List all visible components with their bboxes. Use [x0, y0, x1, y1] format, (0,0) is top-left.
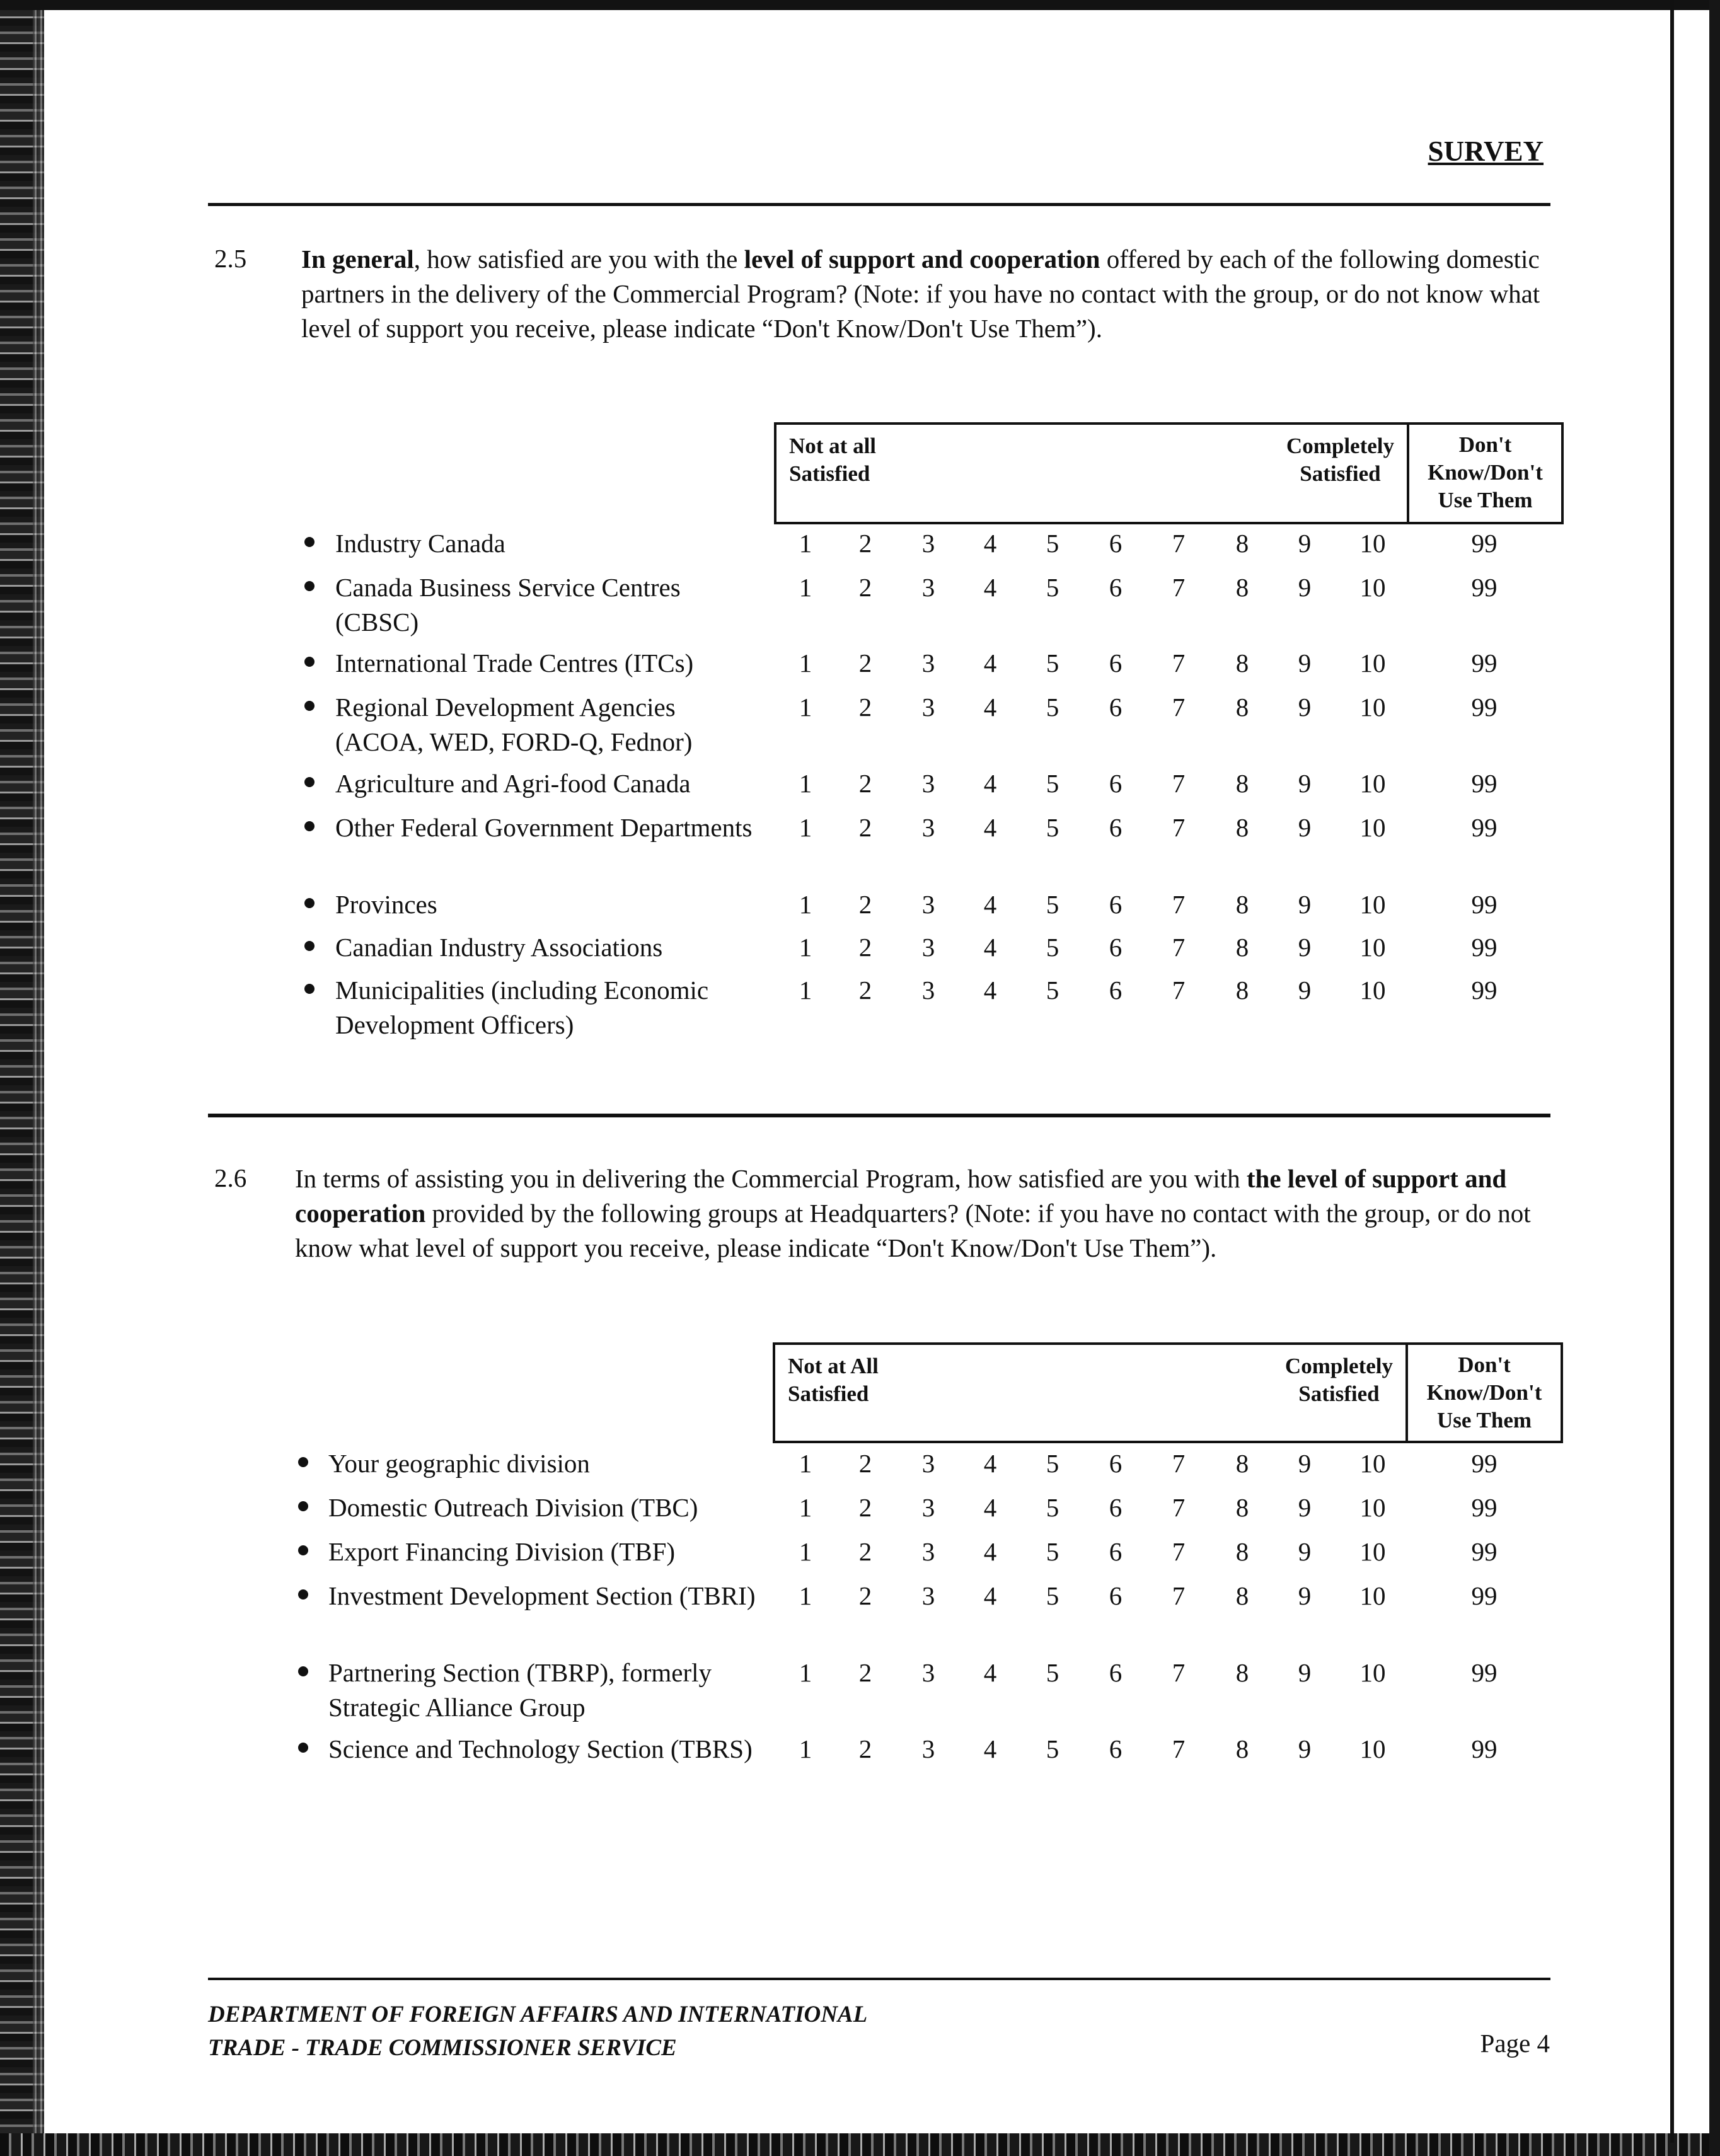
rating-option[interactable]: 2: [858, 693, 872, 722]
dont-know-option[interactable]: 99: [1471, 1658, 1498, 1687]
rating-option[interactable]: 3: [921, 890, 935, 919]
scale-high-line: Satisfied: [1300, 461, 1381, 486]
question-text-part: In terms of assisting you in delivering the Commercial Program, how satisfied are you with: [295, 1164, 1247, 1193]
rating-option[interactable]: 2: [858, 1493, 872, 1522]
rating-option[interactable]: 5: [1046, 1734, 1059, 1763]
rating-option[interactable]: 10: [1359, 1581, 1386, 1610]
rating-option[interactable]: 5: [1046, 693, 1059, 722]
rating-option[interactable]: 10: [1359, 1658, 1386, 1687]
rating-option[interactable]: 8: [1235, 1449, 1249, 1478]
rating-option[interactable]: 9: [1298, 890, 1312, 919]
rating-option[interactable]: 3: [921, 1449, 935, 1478]
rating-option[interactable]: 2: [858, 529, 872, 558]
rating-option[interactable]: 7: [1172, 1449, 1186, 1478]
rating-option[interactable]: 6: [1109, 529, 1123, 558]
rating-option[interactable]: 5: [1046, 933, 1059, 962]
rating-option[interactable]: 1: [799, 1734, 812, 1763]
rating-option[interactable]: 6: [1109, 1581, 1123, 1610]
bullet-icon: [304, 537, 315, 547]
rating-option[interactable]: 5: [1046, 976, 1059, 1005]
rating-option[interactable]: 5: [1046, 813, 1059, 842]
rating-option[interactable]: 10: [1359, 1449, 1386, 1478]
scan-border-bottom: [0, 2133, 1720, 2156]
bullet-icon: [304, 984, 315, 994]
scale-low-line: Not at all: [789, 434, 877, 458]
rating-row: [0, 646, 1720, 684]
question-text-part: the level of support and cooperation: [295, 1164, 1507, 1228]
rating-option[interactable]: 2: [858, 573, 872, 602]
rating-option[interactable]: 6: [1109, 813, 1123, 842]
scale-low-label: [788, 1352, 879, 1408]
dont-know-line: Use Them: [1438, 488, 1533, 512]
item-label: Regional Development Agencies (ACOA, WED, FORD-Q, Fednor): [335, 693, 693, 756]
rating-row: [0, 526, 1720, 564]
scale-low-line: Not at All: [788, 1354, 879, 1378]
rating-option[interactable]: 10: [1359, 976, 1386, 1005]
item-label: Canadian Industry Associations: [335, 933, 663, 962]
rating-option[interactable]: 1: [799, 1537, 812, 1566]
rating-option[interactable]: 8: [1235, 933, 1249, 962]
rating-option[interactable]: 3: [921, 976, 935, 1005]
rating-option[interactable]: 9: [1298, 649, 1312, 677]
rating-option[interactable]: 4: [983, 1537, 997, 1566]
bullet-icon: [304, 581, 315, 591]
rating-option[interactable]: 10: [1359, 813, 1386, 842]
bullet-icon: [304, 657, 315, 667]
rating-row: [0, 887, 1720, 925]
rating-option[interactable]: 9: [1298, 1449, 1312, 1478]
scale-high-line: Satisfied: [1298, 1381, 1380, 1406]
rating-option[interactable]: 9: [1298, 1537, 1312, 1566]
rating-option[interactable]: 4: [983, 976, 997, 1005]
question-text-part: provided by the following groups at Headquarters? (Note: if you have no contact with the group, or do not know what level of support you receive, please indicate “Don't Know/Don't Use Them”).: [295, 1199, 1531, 1262]
rating-option[interactable]: 10: [1359, 1537, 1386, 1566]
bullet-icon: [304, 898, 315, 908]
rating-option[interactable]: 8: [1235, 1581, 1249, 1610]
scale-high-line: Completely: [1284, 1354, 1393, 1378]
rating-option[interactable]: 4: [983, 813, 997, 842]
rating-option[interactable]: 2: [858, 649, 872, 677]
rating-option[interactable]: 4: [983, 769, 997, 798]
item-label: Canada Business Service Centres (CBSC): [335, 573, 681, 637]
rating-option[interactable]: 1: [799, 1581, 812, 1610]
rating-option[interactable]: 6: [1109, 1493, 1123, 1522]
question-text-part: offered by each of the following domestic partners in the delivery of the Commercial Program? (Note: if you have no contact with the group, or do not know what level of support you receive, please indicate “Don't Know/Don't Use Them”).: [301, 245, 1540, 343]
rating-option[interactable]: 10: [1359, 769, 1386, 798]
dont-know-option[interactable]: 99: [1471, 933, 1498, 962]
rating-option[interactable]: 6: [1109, 649, 1123, 677]
rating-option[interactable]: 2: [858, 933, 872, 962]
rating-option[interactable]: 2: [858, 1537, 872, 1566]
rating-option[interactable]: 7: [1172, 529, 1186, 558]
rating-option[interactable]: 2: [858, 976, 872, 1005]
rating-option[interactable]: 8: [1235, 976, 1249, 1005]
rating-option[interactable]: 8: [1235, 1493, 1249, 1522]
rating-option[interactable]: 3: [921, 1581, 935, 1610]
rating-row: [0, 1656, 1720, 1722]
scale-high-label: [1285, 1352, 1393, 1408]
rating-option[interactable]: 8: [1235, 1537, 1249, 1566]
rating-option[interactable]: 7: [1172, 1493, 1186, 1522]
rating-option[interactable]: 8: [1235, 890, 1249, 919]
dont-know-option[interactable]: 99: [1471, 1493, 1498, 1522]
rating-option[interactable]: 4: [983, 1581, 997, 1610]
bullet-icon: [304, 701, 315, 711]
item-label: Science and Technology Section (TBRS): [328, 1734, 753, 1763]
rating-option[interactable]: 6: [1109, 1537, 1123, 1566]
rating-row: [0, 766, 1720, 804]
question-number: 2.6: [214, 1163, 247, 1192]
rating-option[interactable]: 5: [1046, 1581, 1059, 1610]
rating-option[interactable]: 10: [1359, 649, 1386, 677]
rating-option[interactable]: 8: [1235, 693, 1249, 722]
rating-option[interactable]: 7: [1172, 693, 1186, 722]
rating-option[interactable]: 8: [1235, 1658, 1249, 1687]
rating-option[interactable]: 9: [1298, 813, 1312, 842]
rating-option[interactable]: 9: [1298, 573, 1312, 602]
question-text: [301, 242, 1556, 346]
scale-low-line: Satisfied: [789, 461, 870, 486]
page-header-title: SURVEY: [1428, 135, 1544, 167]
rating-option[interactable]: 2: [858, 890, 872, 919]
bullet-icon: [298, 1743, 308, 1753]
rating-option[interactable]: 7: [1172, 1658, 1186, 1687]
dont-know-header: [1407, 422, 1564, 524]
rating-option[interactable]: 3: [921, 769, 935, 798]
rating-option[interactable]: 4: [983, 1493, 997, 1522]
dont-know-option[interactable]: 99: [1471, 693, 1498, 722]
footer-rule: [208, 1978, 1550, 1980]
rating-option[interactable]: 6: [1109, 1734, 1123, 1763]
rating-option[interactable]: 6: [1109, 1658, 1123, 1687]
dont-know-option[interactable]: 99: [1471, 1581, 1498, 1610]
rating-option[interactable]: 1: [799, 890, 812, 919]
rating-option[interactable]: 3: [921, 1734, 935, 1763]
rating-row: [0, 1732, 1720, 1770]
dont-know-option[interactable]: 99: [1471, 813, 1498, 842]
rating-scale-header: [774, 422, 1409, 524]
rating-option[interactable]: 3: [921, 1658, 935, 1687]
rating-option[interactable]: 10: [1359, 1493, 1386, 1522]
rating-option[interactable]: 7: [1172, 890, 1186, 919]
rating-option[interactable]: 3: [921, 933, 935, 962]
rating-option[interactable]: 6: [1109, 693, 1123, 722]
rating-option[interactable]: 1: [799, 933, 812, 962]
rating-scale-header: [773, 1342, 1408, 1443]
rating-option[interactable]: 1: [799, 1493, 812, 1522]
rating-option[interactable]: 1: [799, 769, 812, 798]
rating-option[interactable]: 1: [799, 1449, 812, 1478]
rating-option[interactable]: 6: [1109, 1449, 1123, 1478]
question-text-part: level of support and cooperation: [744, 245, 1100, 274]
rating-option[interactable]: 9: [1298, 769, 1312, 798]
rating-option[interactable]: 3: [921, 573, 935, 602]
rating-option[interactable]: 7: [1172, 769, 1186, 798]
item-label: Export Financing Division (TBF): [328, 1537, 676, 1566]
rating-option[interactable]: 4: [983, 649, 997, 677]
rating-row: [0, 1579, 1720, 1617]
rating-option[interactable]: 3: [921, 813, 935, 842]
rating-option[interactable]: 7: [1172, 573, 1186, 602]
item-label: Other Federal Government Departments: [335, 813, 753, 842]
rating-option[interactable]: 5: [1046, 769, 1059, 798]
rating-option[interactable]: 7: [1172, 813, 1186, 842]
rating-row: [0, 1490, 1720, 1528]
rating-option[interactable]: 2: [858, 769, 872, 798]
rating-option[interactable]: 4: [983, 1658, 997, 1687]
rating-option[interactable]: 3: [921, 649, 935, 677]
rating-option[interactable]: 6: [1109, 933, 1123, 962]
rating-option[interactable]: 1: [799, 976, 812, 1005]
question-number: 2.5: [214, 244, 247, 273]
rating-option[interactable]: 10: [1359, 573, 1386, 602]
item-label: Domestic Outreach Division (TBC): [328, 1493, 698, 1522]
header-rule: [208, 203, 1550, 206]
item-label: Your geographic division: [328, 1449, 590, 1478]
rating-option[interactable]: 8: [1235, 769, 1249, 798]
rating-option[interactable]: 7: [1172, 933, 1186, 962]
rating-option[interactable]: 10: [1359, 933, 1386, 962]
rating-option[interactable]: 7: [1172, 1537, 1186, 1566]
rating-row: [0, 1535, 1720, 1572]
dont-know-option[interactable]: 99: [1471, 573, 1498, 602]
rating-row: [0, 930, 1720, 968]
rating-option[interactable]: 9: [1298, 693, 1312, 722]
item-label: Industry Canada: [335, 529, 505, 558]
rating-option[interactable]: 1: [799, 1658, 812, 1687]
rating-option[interactable]: 2: [858, 1449, 872, 1478]
item-label: Partnering Section (TBRP), formerly Strategic Alliance Group: [328, 1658, 712, 1722]
dont-know-option[interactable]: 99: [1471, 890, 1498, 919]
item-label: Provinces: [335, 890, 437, 919]
rating-option[interactable]: 5: [1046, 1493, 1059, 1522]
rating-option[interactable]: 7: [1172, 1581, 1186, 1610]
rating-option[interactable]: 5: [1046, 1449, 1059, 1478]
item-label: International Trade Centres (ITCs): [335, 649, 694, 677]
rating-row: [0, 973, 1720, 1039]
rating-option[interactable]: 3: [921, 693, 935, 722]
rating-option[interactable]: 9: [1298, 976, 1312, 1005]
dont-know-option[interactable]: 99: [1471, 1734, 1498, 1763]
rating-option[interactable]: 6: [1109, 769, 1123, 798]
item-label: Investment Development Section (TBRI): [328, 1581, 756, 1610]
rating-option[interactable]: 9: [1298, 1581, 1312, 1610]
scale-low-label: [789, 432, 876, 488]
rating-option[interactable]: 2: [858, 1581, 872, 1610]
rating-option[interactable]: 3: [921, 1493, 935, 1522]
rating-row: [0, 690, 1720, 756]
rating-option[interactable]: 4: [983, 529, 997, 558]
question-text-part: In general: [301, 245, 414, 274]
rating-option[interactable]: 4: [983, 933, 997, 962]
bullet-icon: [304, 821, 315, 831]
rating-option[interactable]: 10: [1359, 890, 1386, 919]
dont-know-line: Don't: [1458, 432, 1512, 457]
rating-option[interactable]: 1: [799, 693, 812, 722]
item-label: Agriculture and Agri-food Canada: [335, 769, 691, 798]
bullet-icon: [304, 777, 315, 787]
scale-high-line: Completely: [1286, 434, 1394, 458]
rating-row: [0, 810, 1720, 848]
section-rule: [208, 1114, 1550, 1117]
rating-option[interactable]: 5: [1046, 1537, 1059, 1566]
rating-option[interactable]: 8: [1235, 573, 1249, 602]
rating-option[interactable]: 8: [1235, 1734, 1249, 1763]
rating-option[interactable]: 1: [799, 813, 812, 842]
rating-row: [0, 570, 1720, 637]
rating-row: [0, 1446, 1720, 1484]
dont-know-header: [1405, 1342, 1563, 1443]
dont-know-line: Don't: [1458, 1352, 1511, 1377]
rating-option[interactable]: 3: [921, 1537, 935, 1566]
rating-option[interactable]: 7: [1172, 649, 1186, 677]
rating-option[interactable]: 4: [983, 1734, 997, 1763]
rating-option[interactable]: 7: [1172, 976, 1186, 1005]
footer-department-line: TRADE - TRADE COMMISSIONER SERVICE: [208, 2035, 677, 2061]
rating-option[interactable]: 6: [1109, 573, 1123, 602]
scan-border-top: [0, 0, 1720, 10]
rating-option[interactable]: 1: [799, 649, 812, 677]
rating-option[interactable]: 2: [858, 1734, 872, 1763]
bullet-icon: [298, 1457, 308, 1467]
rating-option[interactable]: 3: [921, 529, 935, 558]
footer-department: [208, 1998, 867, 2065]
bullet-icon: [298, 1545, 308, 1555]
bullet-icon: [298, 1666, 308, 1676]
page-number: Page 4: [1480, 2029, 1550, 2058]
question-text: [295, 1162, 1549, 1265]
dont-know-option[interactable]: 99: [1471, 976, 1498, 1005]
rating-option[interactable]: 4: [983, 1449, 997, 1478]
bullet-icon: [298, 1501, 308, 1511]
dont-know-line: Know/Don't: [1428, 460, 1543, 485]
rating-option[interactable]: 1: [799, 529, 812, 558]
scan-border-right-line: [1670, 0, 1674, 2143]
scan-border-left: [0, 0, 44, 2156]
dont-know-option[interactable]: 99: [1471, 769, 1498, 798]
rating-option[interactable]: 9: [1298, 1658, 1312, 1687]
rating-option[interactable]: 7: [1172, 1734, 1186, 1763]
rating-option[interactable]: 8: [1235, 529, 1249, 558]
rating-option[interactable]: 5: [1046, 1658, 1059, 1687]
rating-option[interactable]: 1: [799, 573, 812, 602]
dont-know-option[interactable]: 99: [1471, 1537, 1498, 1566]
scale-low-line: Satisfied: [788, 1381, 869, 1406]
bullet-icon: [298, 1589, 308, 1600]
rating-option[interactable]: 6: [1109, 890, 1123, 919]
dont-know-line: Know/Don't: [1426, 1380, 1542, 1405]
footer-department-line: DEPARTMENT OF FOREIGN AFFAIRS AND INTERNATIONAL: [208, 2002, 868, 2027]
bullet-icon: [304, 941, 315, 951]
question-text-part: , how satisfied are you with the: [413, 245, 744, 274]
rating-option[interactable]: 5: [1046, 649, 1059, 677]
rating-option[interactable]: 2: [858, 1658, 872, 1687]
rating-option[interactable]: 8: [1235, 813, 1249, 842]
rating-option[interactable]: 2: [858, 813, 872, 842]
rating-option[interactable]: 4: [983, 890, 997, 919]
rating-option[interactable]: 9: [1298, 933, 1312, 962]
rating-option[interactable]: 4: [983, 573, 997, 602]
rating-option[interactable]: 9: [1298, 529, 1312, 558]
rating-option[interactable]: 9: [1298, 1493, 1312, 1522]
rating-option[interactable]: 6: [1109, 976, 1123, 1005]
rating-option[interactable]: 5: [1046, 573, 1059, 602]
rating-option[interactable]: 10: [1359, 1734, 1386, 1763]
dont-know-option[interactable]: 99: [1471, 529, 1498, 558]
dont-know-option[interactable]: 99: [1471, 649, 1498, 677]
scan-border-right: [1709, 0, 1720, 2156]
rating-option[interactable]: 5: [1046, 529, 1059, 558]
dont-know-option[interactable]: 99: [1471, 1449, 1498, 1478]
scale-high-label: [1286, 432, 1394, 488]
rating-option[interactable]: 10: [1359, 529, 1386, 558]
dont-know-line: Use Them: [1436, 1408, 1532, 1433]
rating-option[interactable]: 9: [1298, 1734, 1312, 1763]
item-label: Municipalities (including Economic Development Officers): [335, 976, 709, 1039]
rating-option[interactable]: 5: [1046, 890, 1059, 919]
rating-option[interactable]: 4: [983, 693, 997, 722]
rating-option[interactable]: 10: [1359, 693, 1386, 722]
rating-option[interactable]: 8: [1235, 649, 1249, 677]
